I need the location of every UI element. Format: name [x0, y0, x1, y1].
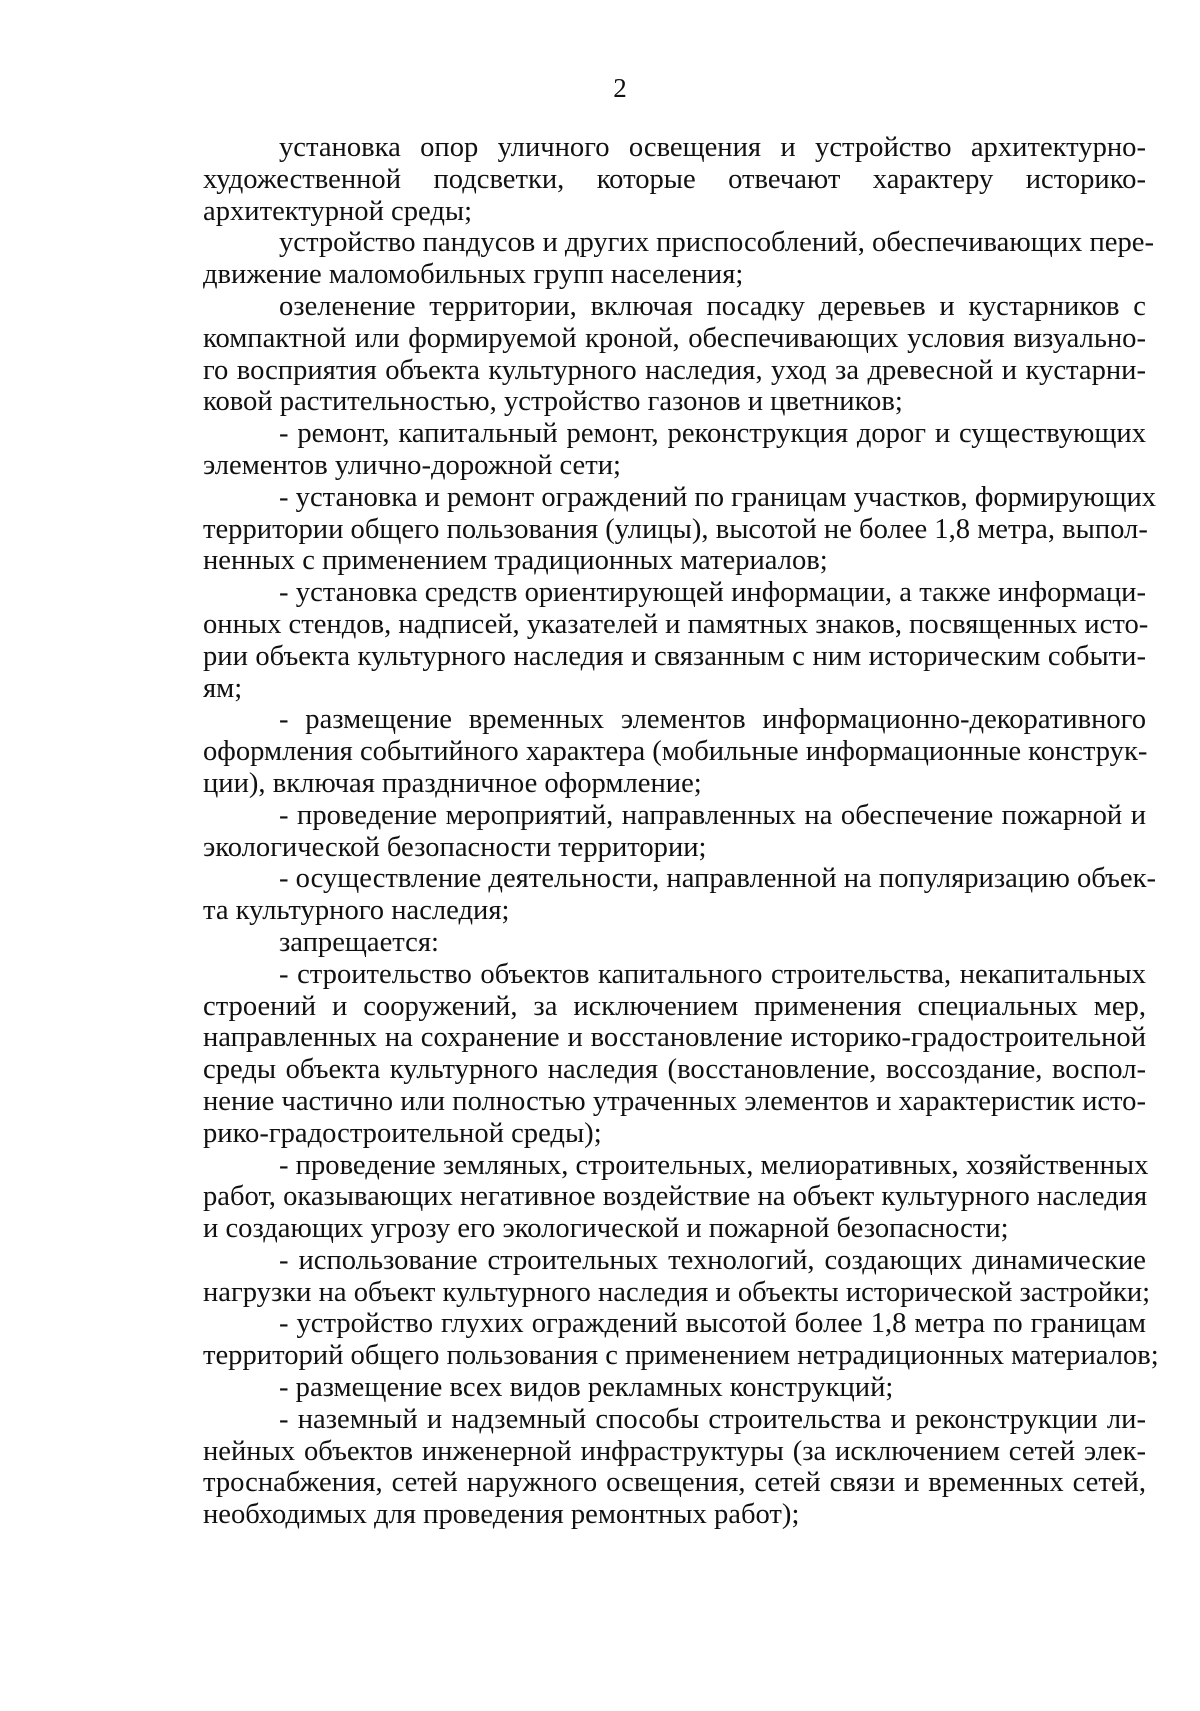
- text-line: - установка и ремонт ограждений по границам участков, формирующих: [279, 481, 1157, 513]
- text-line: компактной или формируемой кроной, обеспечивающих условия визуально-: [203, 322, 1146, 354]
- text-line: территорий общего пользования с применением нетрадиционных материалов;: [203, 1340, 1159, 1372]
- text-line: оформления событийного характера (мобильные информационные конструк-: [203, 736, 1148, 768]
- text-line: рии объекта культурного наследия и связанным с ним историческим событи-: [203, 640, 1146, 672]
- text-line: рико-градостроительной среды);: [203, 1117, 602, 1149]
- text-line: - устройство глухих ограждений высотой более 1,8 метра по границам: [279, 1308, 1146, 1340]
- text-line: необходимых для проведения ремонтных работ);: [203, 1499, 800, 1531]
- text-line: среды объекта культурного наследия (восстановление, воссоздание, воспол-: [203, 1054, 1146, 1086]
- text-line: нагрузки на объект культурного наследия и объекты исторической застройки;: [203, 1276, 1151, 1308]
- page-number: 2: [613, 73, 627, 103]
- text-line: троснабжения, сетей наружного освещения, сетей связи и временных сетей,: [203, 1467, 1146, 1499]
- text-line: - установка средств ориентирующей информации, а также информаци-: [279, 577, 1146, 609]
- text-line: - наземный и надземный способы строительства и реконструкции ли-: [279, 1403, 1146, 1435]
- document-body: [203, 132, 1159, 1531]
- text-line: - использование строительных технологий, создающих динамические: [279, 1244, 1146, 1276]
- text-line: - проведение земляных, строительных, мелиоративных, хозяйственных: [279, 1149, 1149, 1181]
- text-line: - проведение мероприятий, направленных на обеспечение пожарной и: [279, 799, 1146, 831]
- text-line: элементов улично-дорожной сети;: [203, 449, 621, 481]
- text-line: территории общего пользования (улицы), высотой не более 1,8 метра, выпол-: [203, 513, 1148, 545]
- text-line: - размещение временных элементов информационно-декоративного: [279, 704, 1146, 736]
- text-line: художественной подсветки, которые отвечают характеру историко-: [203, 163, 1146, 195]
- text-line: ненных с применением традиционных материалов;: [203, 545, 828, 577]
- text-line: ковой растительностью, устройство газонов и цветников;: [203, 386, 903, 418]
- text-line: - строительство объектов капитального строительства, некапитальных: [279, 958, 1146, 990]
- text-line: установка опор уличного освещения и устройство архитектурно-: [279, 132, 1146, 163]
- text-line: архитектурной среды;: [203, 195, 473, 227]
- text-line: нейных объектов инженерной инфраструктуры (за исключением сетей элек-: [203, 1435, 1146, 1467]
- text-line: работ, оказывающих негативное воздействие на объект культурного наследия: [203, 1181, 1148, 1213]
- text-line: и создающих угрозу его экологической и пожарной безопасности;: [203, 1213, 1009, 1245]
- text-line: го восприятия объекта культурного наследия, уход за древесной и кустарни-: [203, 354, 1146, 386]
- text-line: - ремонт, капитальный ремонт, реконструкция дорог и существующих: [279, 418, 1146, 450]
- text-line: ям;: [203, 672, 243, 704]
- text-line: экологической безопасности территории;: [203, 831, 707, 863]
- text-line: - осуществление деятельности, направленной на популяризацию объек-: [279, 863, 1156, 895]
- text-line: движение маломобильных групп населения;: [203, 259, 744, 291]
- text-line: ции), включая праздничное оформление;: [203, 767, 702, 799]
- text-line: онных стендов, надписей, указателей и памятных знаков, посвященных исто-: [203, 608, 1149, 640]
- text-line: строений и сооружений, за исключением применения специальных мер,: [203, 990, 1146, 1022]
- text-line: устройство пандусов и других приспособлений, обеспечивающих пере-: [279, 227, 1154, 259]
- text-line: озеленение территории, включая посадку деревьев и кустарников с: [279, 290, 1146, 322]
- text-line: - размещение всех видов рекламных конструкций;: [279, 1372, 894, 1404]
- text-line: направленных на сохранение и восстановление историко-градостроительной: [203, 1022, 1146, 1054]
- text-line: та культурного наследия;: [203, 895, 510, 927]
- text-line: нение частично или полностью утраченных элементов и характеристик исто-: [203, 1085, 1146, 1117]
- text-line: запрещается:: [279, 926, 439, 958]
